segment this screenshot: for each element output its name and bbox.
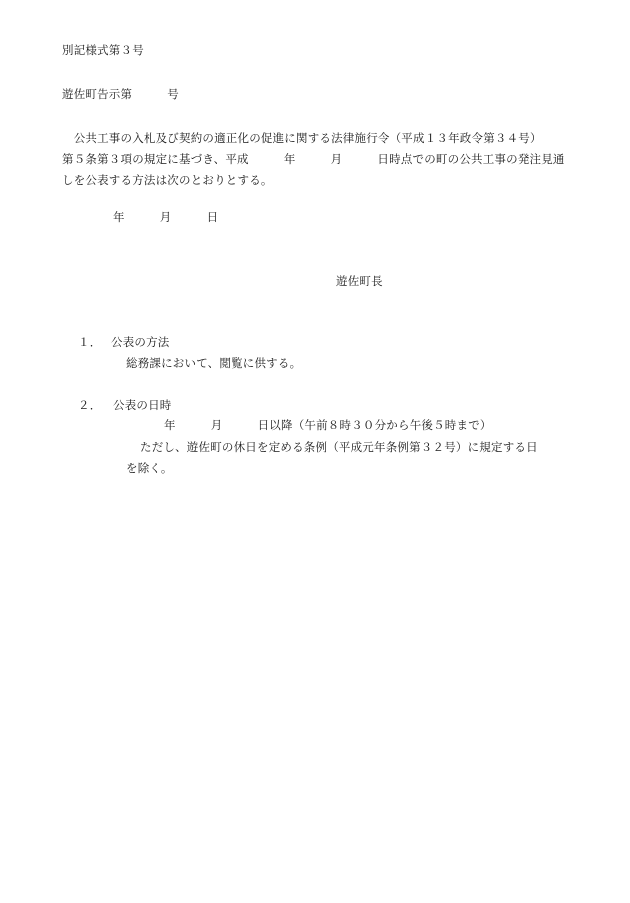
signature: 遊佐町長 <box>336 274 383 288</box>
item-number: １． <box>78 335 102 349</box>
body-line: 公共工事の入札及び契約の適正化の促進に関する法律施行令（平成１３年政令第３４号） <box>62 131 542 145</box>
notice-number: 遊佐町告示第 号 <box>62 87 179 101</box>
date-line: 年 月 日 <box>113 210 219 224</box>
body-line: 第５条第３項の規定に基づき、平成 年 月 日時点での町の公共工事の発注見通 <box>62 152 565 166</box>
item-detail: 総務課において、閲覧に供する。 <box>126 356 302 370</box>
body-line: しを公表する方法は次のとおりとする。 <box>62 173 273 187</box>
item-detail: 年 月 日以降（午前８時３０分から午後５時まで） <box>164 418 492 432</box>
body-paragraph <box>62 128 570 191</box>
item-number: ２． <box>78 398 102 412</box>
item-heading: 公表の日時 <box>113 398 172 412</box>
form-label: 別記様式第３号 <box>62 43 144 57</box>
item-heading: 公表の方法 <box>111 335 170 349</box>
item-note-line: を除く。 <box>126 461 173 475</box>
item-note-line: ただし、遊佐町の休日を定める条例（平成元年条例第３２号）に規定する日 <box>140 440 538 454</box>
